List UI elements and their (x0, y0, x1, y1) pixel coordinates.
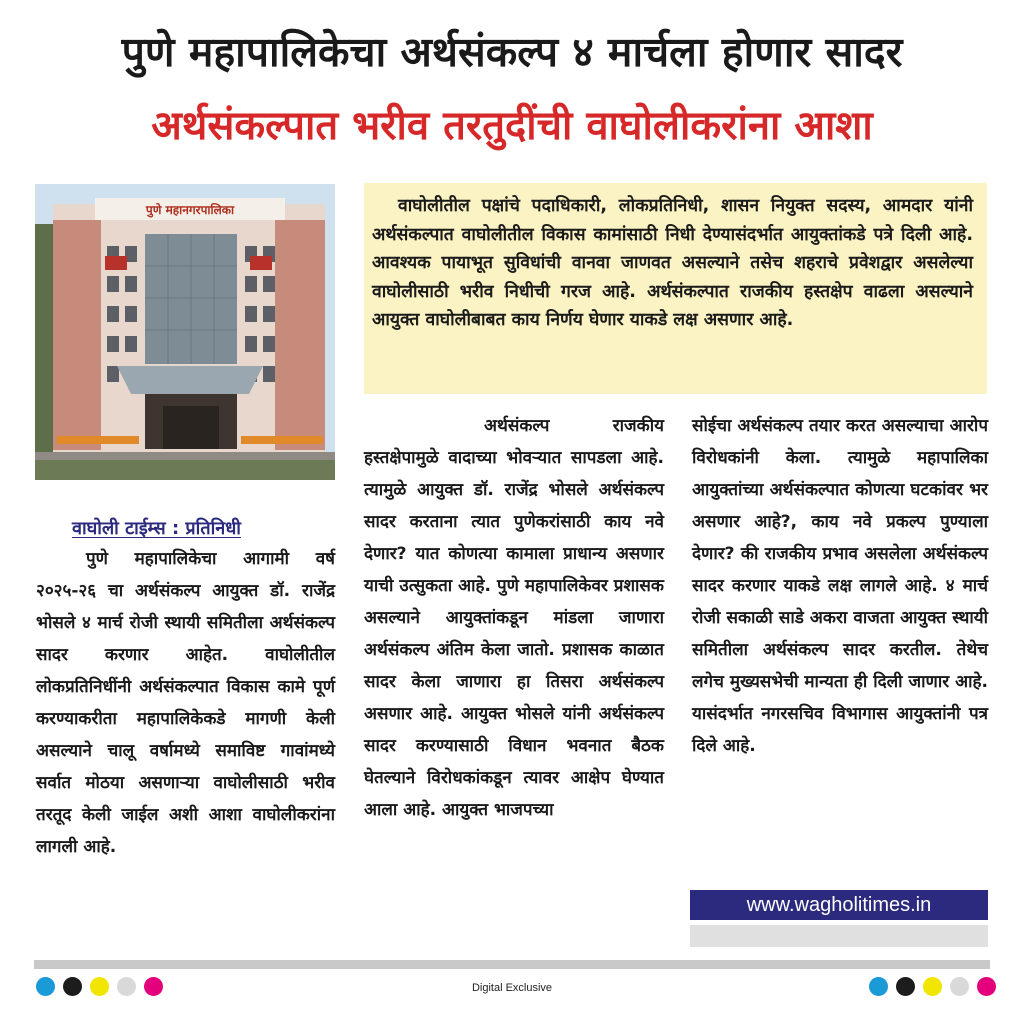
municipal-building-photo (35, 184, 335, 480)
article-column-1: पुणे महापालिकेचा आगामी वर्ष २०२५-२६ चा अर्थसंकल्प आयुक्त डॉ. राजेंद्र भोसले ४ मार्च रोजी स्थायी समितीला अर्थसंकल्प सादर करणार आहेत. वाघोलीतील लोकप्रतिनिधींनी अर्थसंकल्पात विकास कामे पूर्ण करण्याकरीता महापालिकेकडे मागणी केली असल्याने चालू वर्षामध्ये समाविष्ट गावांमध्ये सर्वात मोठया असणाऱ्या वाघोलीसाठी भरीव तरतूद केली जाईल अशी आशा वाघोलीकरांना लागली आहे. (36, 549, 335, 857)
website-bar-underline (690, 925, 988, 947)
color-dot (896, 977, 915, 996)
highlight-text: वाघोलीतील पक्षांचे पदाधिकारी, लोकप्रतिनिधी, शासन नियुक्त सदस्य, आमदार यांनी अर्थसंकल्पात वाघोलीतील विकास कामांसाठी निधी देण्यासंदर्भात आयुक्तांकडे पत्रे दिली आहे. आवश्यक पायाभूत सुविधांची वानवा जाणवत असल्याने तसेच शहराचे प्रवेशद्वार असलेल्या वाघोलीसाठी भरीव निधीची गरज आहे. अर्थसंकल्पात राजकीय हस्तक्षेप वाढला असल्याने आयुक्त वाघोलीबाबत काय निर्णय घेणार याकडे लक्ष असणार आहे. (372, 196, 973, 331)
article-column-3: सोईचा अर्थसंकल्प तयार करत असल्याचा आरोप विरोधकांनी केला. त्यामुळे महापालिका आयुक्तांच्या अर्थसंकल्पात कोणत्या घटकांवर भर असणार आहे?, काय नवे प्रकल्प पुण्याला देणार? की राजकीय प्रभाव असलेला अर्थसंकल्प सादर करणार याकडे लक्ष लागले आहे. ४ मार्च रोजी सकाळी साडे अकरा वाजता आयुक्त स्थायी समितीला अर्थसंकल्प सादर करतील. तेथेच लगेच मुख्यसभेची मान्यता ही दिली जाणार आहे. यासंदर्भात नगरसचिव विभागास आयुक्तांनी पत्र दिले आहे. (692, 416, 988, 756)
color-dot (923, 977, 942, 996)
color-dots-right (869, 977, 996, 996)
footer-divider (34, 960, 990, 969)
building-sign-text: पुणे महानगरपालिका (145, 203, 235, 217)
highlight-summary-box (364, 183, 987, 394)
color-dot (977, 977, 996, 996)
website-link[interactable]: www.wagholitimes.in (690, 890, 988, 920)
color-dot (950, 977, 969, 996)
sub-headline: अर्थसंकल्पात भरीव तरतुदींची वाघोलीकरांना आशा (151, 103, 873, 149)
color-dot (869, 977, 888, 996)
footer-label: Digital Exclusive (471, 982, 553, 994)
article-column-2: अर्थसंकल्प राजकीय हस्तक्षेपामुळे वादाच्या भोवऱ्यात सापडला आहे. त्यामुळे आयुक्त डॉ. राजेंद्र भोसले अर्थसंकल्प सादर करताना त्यात पुणेकरांसाठी काय नवे देणार? यात कोणत्या कामाला प्राधान्य असणार याची उत्सुकता आहे. पुणे महापालिकेवर प्रशासक असल्याने आयुक्तांकडून मांडला जाणारा अर्थसंकल्प अंतिम केला जातो. प्रशासक काळात सादर केला जाणारा हा तिसरा अर्थसंकल्प असणार आहे. आयुक्त भोसले यांनी अर्थसंकल्प सादर करण्यासाठी विधान भवनात बैठक घेतल्याने विरोधकांकडून त्यावर आक्षेप घेण्यात आला आहे. आयुक्त भाजपच्या (364, 416, 664, 820)
byline: वाघोली टाईम्स : प्रतिनिधी (72, 518, 241, 539)
main-headline: पुणे महापालिकेचा अर्थसंकल्प ४ मार्चला होणार सादर (121, 28, 903, 76)
